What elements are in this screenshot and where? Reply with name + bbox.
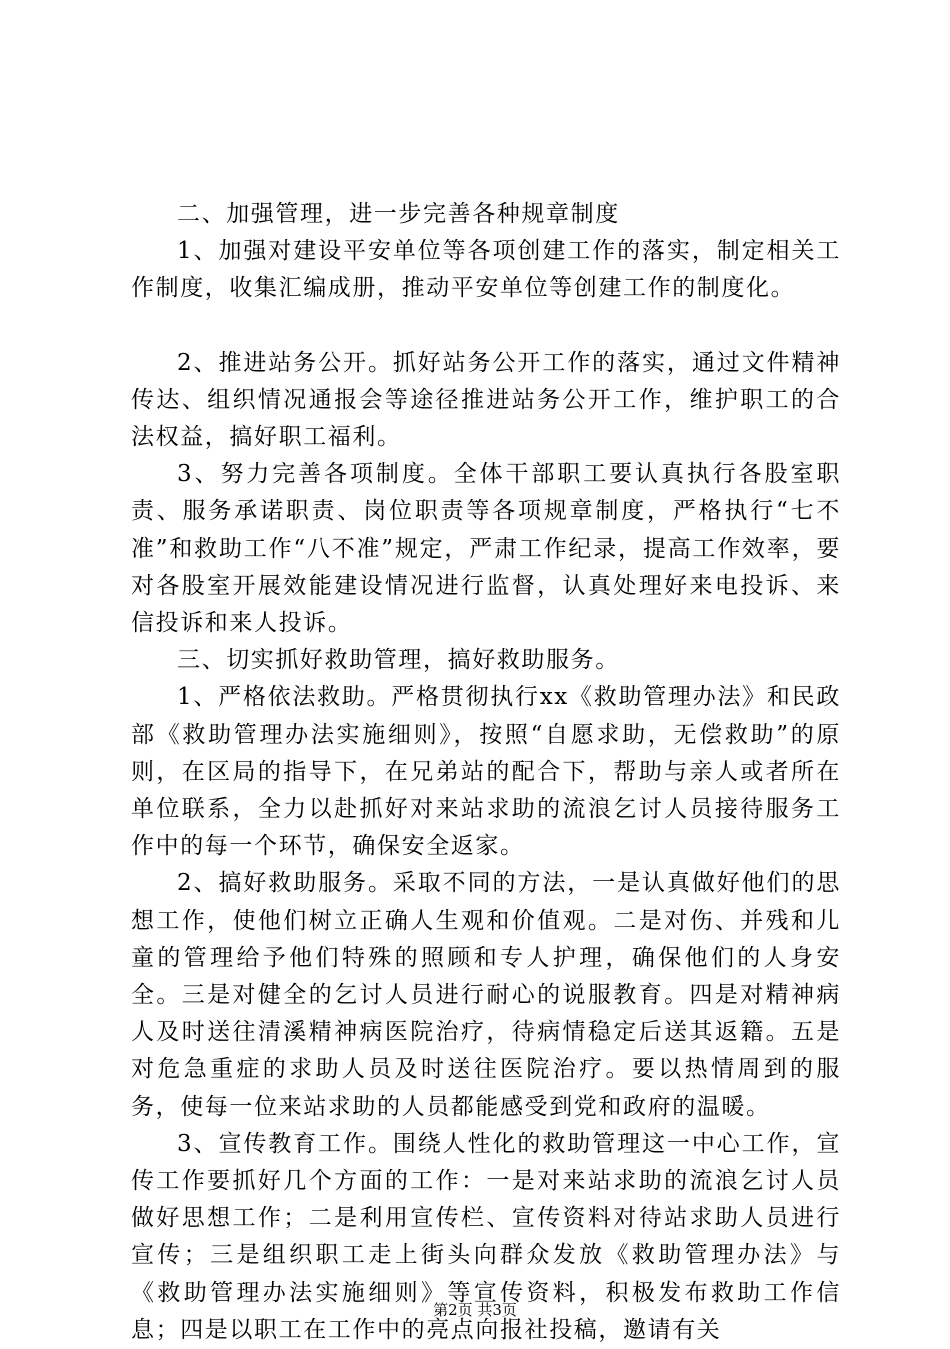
- section-heading-2: 二、加强管理，进一步完善各种规章制度: [177, 201, 620, 227]
- paragraph-2-2: 2、推进站务公开。抓好站务公开工作的落实，通过文件精神传达、组织情况通报会等途径推进站务公开工作，维护职工的合法权益，搞好职工福利。: [131, 349, 841, 451]
- paragraph-3-3: 3、宣传教育工作。围绕人性化的救助管理这一中心工作，宣传工作要抓好几个方面的工作：一是对来站求助的流浪乞讨人员做好思想工作；二是利用宣传栏、宣传资料对待站求助人员进行宣传；三是组织职工走上街头向群众发放《救助管理办法》与《救助管理办法实施细则》等宣传资料，积极发布救助工作信息；四是以职工在工作中的亮点向报社投稿，邀请有关: [131, 1130, 841, 1343]
- section-heading-3: 三、切实抓好救助管理，搞好救助服务。: [177, 647, 620, 674]
- page-number-footer: 第2页 共3页: [433, 1301, 517, 1319]
- paragraph-2-1: 1、加强对建设平安单位等各项创建工作的落实，制定相关工作制度，收集汇编成册，推动平安单位等创建工作的制度化。: [131, 238, 841, 302]
- document-body: [131, 196, 841, 1349]
- paragraph-2-3: 3、努力完善各项制度。全体干部职工要认真执行各股室职责、服务承诺职责、岗位职责等各项规章制度，严格执行“七不准”和救助工作“八不准”规定，严肃工作纪录，提高工作效率，要对各股室开展效能建设情况进行监督，认真处理好来电投诉、来信投诉和来人投诉。: [131, 461, 841, 637]
- paragraph-3-2: 2、搞好救助服务。采取不同的方法，一是认真做好他们的思想工作，使他们树立正确人生观和价值观。二是对伤、并残和儿童的管理给予他们特殊的照顾和专人护理，确保他们的人身安全。三是对健全的乞讨人员进行耐心的说服教育。四是对精神病人及时送往清溪精神病医院治疗，待病情稳定后送其返籍。五是对危急重症的求助人员及时送往医院治疗。要以热情周到的服务，使每一位来站求助的人员都能感受到党和政府的温暖。: [131, 870, 841, 1120]
- paragraph-3-1: 1、严格依法救助。严格贯彻执行xx《救助管理办法》和民政部《救助管理办法实施细则》，按照“自愿求助，无偿救助”的原则，在区局的指导下，在兄弟站的配合下，帮助与亲人或者所在单位联系，全力以赴抓好对来站求助的流浪乞讨人员接待服务工作中的每一个环节，确保安全返家。: [131, 684, 841, 860]
